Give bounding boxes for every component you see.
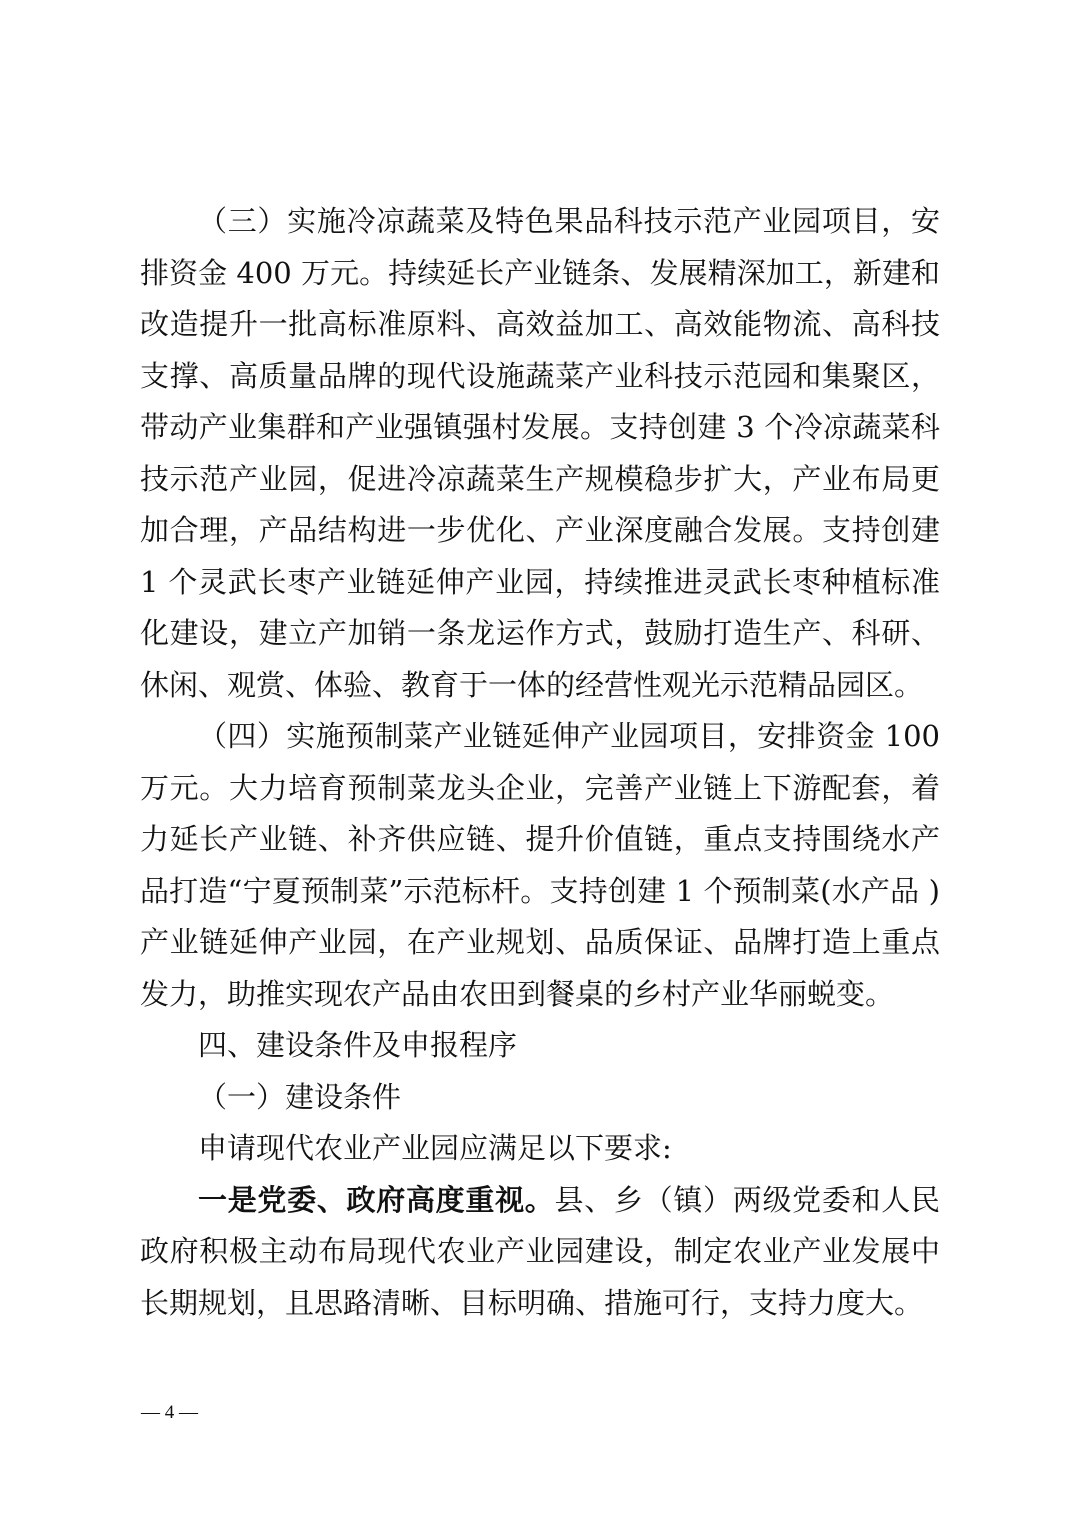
page-number: — 4 —	[141, 1402, 198, 1423]
requirement-one-body: 县、乡（镇）两级党委和人民政府积极主动布局现代农业产业园建设，制定农业产业发展中长期规划，且思路清晰、目标明确、措施可行，支持力度大。	[140, 1182, 940, 1320]
paragraph-requirement-one	[140, 1175, 940, 1330]
section-heading-4: 四、建设条件及申报程序	[198, 1028, 518, 1062]
paragraph-requirements-intro: 申请现代农业产业园应满足以下要求:	[198, 1131, 672, 1165]
subheading-construction-conditions: （一）建设条件	[198, 1079, 402, 1114]
requirement-one-lead: 一是党委、政府高度重视。	[198, 1182, 555, 1217]
document-body	[140, 196, 940, 1329]
paragraph-cold-vegetables: （三）实施冷凉蔬菜及特色果品科技示范产业园项目，安排资金 400 万元。持续延长产业链条、发展精深加工，新建和改造提升一批高标准原料、高效益加工、高效能物流、高科技支撑、高质量品牌的现代设施蔬菜产业科技示范园和集聚区，带动产业集群和产业强镇强村发展。支持创建 3 个冷凉蔬菜科技示范产业园，促进冷凉蔬菜生产规模稳步扩大，产业布局更加合理，产品结构进一步优化、产业深度融合发展。支持创建 1 个灵武长枣产业链延伸产业园，持续推进灵武长枣种植标准化建设，建立产加销一条龙运作方式，鼓励打造生产、科研、休闲、观赏、体验、教育于一体的经营性观光示范精品园区。	[140, 204, 940, 702]
paragraph-prepared-dishes: （四）实施预制菜产业链延伸产业园项目，安排资金 100 万元。大力培育预制菜龙头企业，完善产业链上下游配套，着力延长产业链、补齐供应链、提升价值链，重点支持围绕水产品打造“宁夏预制菜”示范标杆。支持创建 1 个预制菜(水产品 ) 产业链延伸产业园，在产业规划、品质保证、品牌打造上重点发力，助推实现农产品由农田到餐桌的乡村产业华丽蜕变。	[140, 719, 940, 1011]
